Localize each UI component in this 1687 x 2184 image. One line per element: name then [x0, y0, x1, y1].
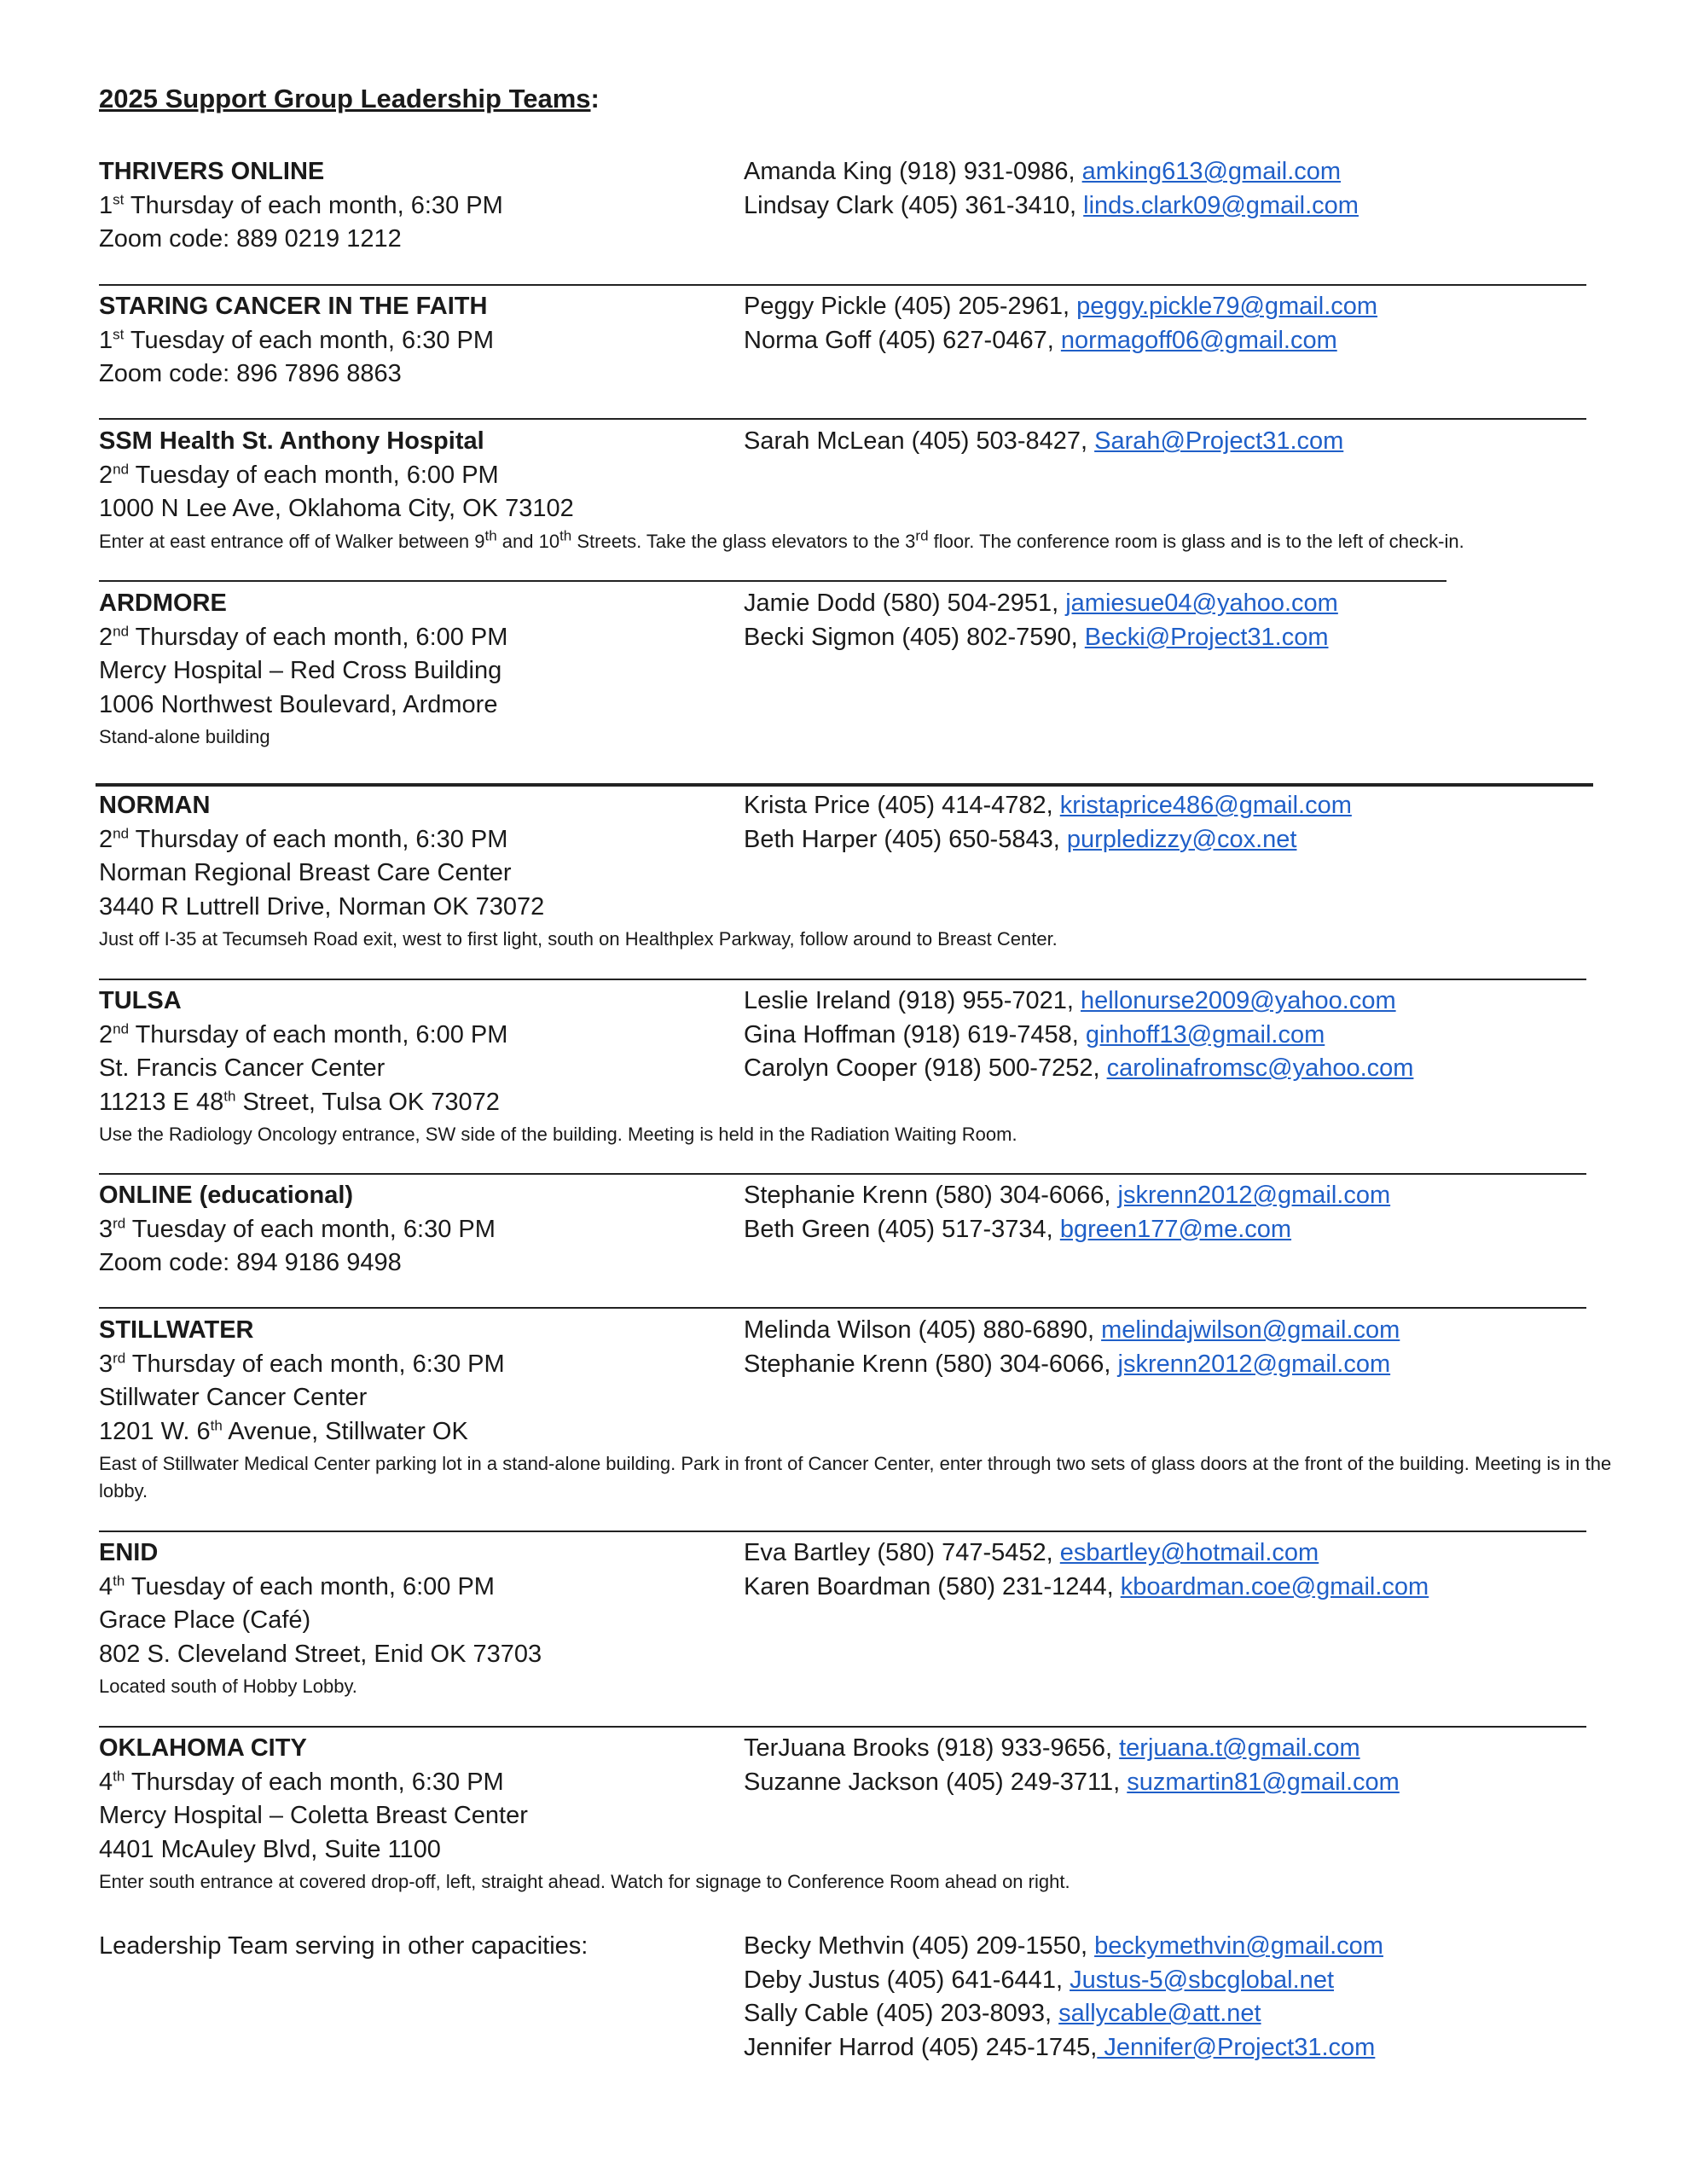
contact-line: TerJuana Brooks (918) 933-9656, terjuana.t@gmail.com [744, 1734, 1360, 1762]
email-link[interactable]: amking613@gmail.com [1081, 158, 1342, 185]
email-link[interactable]: jskrenn2012@gmail.com [1117, 1350, 1391, 1378]
contact-line: Karen Boardman (580) 231-1244, kboardman.coe@gmail.com [744, 1572, 1429, 1600]
email-link[interactable]: beckymethvin@gmail.com [1094, 1932, 1383, 1960]
email-link[interactable]: carolinafromsc@yahoo.com [1106, 1054, 1414, 1082]
email-link[interactable]: Sarah@Project31.com [1094, 427, 1344, 455]
group-venue: Mercy Hospital – Red Cross Building [99, 657, 502, 684]
group-address: 802 S. Cleveland Street, Enid OK 73703 [99, 1640, 542, 1668]
contact-line: Becky Methvin (405) 209-1550, beckymethvin@gmail.com [744, 1932, 1383, 1960]
email-link[interactable]: suzmartin81@gmail.com [1127, 1768, 1400, 1796]
group-name: STARING CANCER IN THE FAITH [99, 293, 488, 320]
email-link[interactable]: ginhoff13@gmail.com [1085, 1020, 1325, 1048]
group-schedule: 2nd Thursday of each month, 6:00 PM [99, 622, 508, 651]
page-title-colon: : [590, 84, 600, 113]
email-link[interactable]: esbartley@hotmail.com [1059, 1539, 1319, 1566]
directions-note: Enter at east entrance off of Walker between 9th and 10th Streets. Take the glass elevators to the 3rd floor. The conference room is glass and is to the left of check-in. [99, 527, 1464, 552]
group-schedule: 1st Thursday of each month, 6:30 PM [99, 190, 503, 219]
contact-line: Melinda Wilson (405) 880-6890, melindajwilson@gmail.com [744, 1316, 1400, 1344]
group-venue: Mercy Hospital – Coletta Breast Center [99, 1802, 528, 1829]
group-name: NORMAN [99, 792, 211, 819]
group-schedule: 4th Thursday of each month, 6:30 PM [99, 1767, 504, 1796]
group-venue: Grace Place (Café) [99, 1606, 311, 1634]
email-link[interactable]: Becki@Project31.com [1084, 623, 1329, 651]
directions-note: Just off I-35 at Tecumseh Road exit, west to first light, south on Healthplex Parkway, follow around to Breast Center. [99, 928, 1058, 950]
group-name: THRIVERS ONLINE [99, 158, 325, 185]
email-link[interactable]: jskrenn2012@gmail.com [1117, 1182, 1391, 1209]
directions-note: Enter south entrance at covered drop-off, left, straight ahead. Watch for signage to Conference Room ahead on right. [99, 1871, 1070, 1892]
email-link[interactable]: Justus-5@sbcglobal.net [1070, 1966, 1334, 1994]
group-name: STILLWATER [99, 1316, 254, 1344]
contact-line: Suzanne Jackson (405) 249-3711, suzmartin81@gmail.com [744, 1768, 1400, 1796]
contact-line: Stephanie Krenn (580) 304-6066, jskrenn2012@gmail.com [744, 1182, 1391, 1209]
email-link[interactable]: melindajwilson@gmail.com [1101, 1316, 1400, 1344]
group-schedule: 3rd Tuesday of each month, 6:30 PM [99, 1214, 496, 1243]
email-link[interactable]: kristaprice486@gmail.com [1059, 792, 1352, 819]
group-schedule: 4th Tuesday of each month, 6:00 PM [99, 1571, 495, 1600]
email-link[interactable]: Jennifer@Project31.com [1097, 2033, 1376, 2061]
section-divider [99, 284, 1586, 286]
group-venue: Stillwater Cancer Center [99, 1384, 368, 1411]
group-schedule: 2nd Thursday of each month, 6:30 PM [99, 824, 508, 853]
section-divider [99, 1307, 1586, 1309]
email-link[interactable]: hellonurse2009@yahoo.com [1080, 987, 1396, 1014]
group-schedule: 2nd Tuesday of each month, 6:00 PM [99, 460, 499, 489]
contact-line: Deby Justus (405) 641-6441, Justus-5@sbcglobal.net [744, 1966, 1334, 1994]
contact-line: Stephanie Krenn (580) 304-6066, jskrenn2012@gmail.com [744, 1350, 1391, 1378]
group-name: TULSA [99, 987, 182, 1014]
group-name: ONLINE (educational) [99, 1182, 354, 1209]
section-divider [99, 1173, 1586, 1175]
contact-line: Carolyn Cooper (918) 500-7252, carolinafromsc@yahoo.com [744, 1054, 1414, 1082]
section-divider [99, 1531, 1586, 1532]
contact-line: Beth Harper (405) 650-5843, purpledizzy@cox.net [744, 825, 1297, 853]
contact-line: Sarah McLean (405) 503-8427, Sarah@Project31.com [744, 427, 1344, 455]
directions-note: Stand-alone building [99, 726, 270, 747]
email-link[interactable]: normagoff06@gmail.com [1060, 326, 1337, 354]
contact-line: Beth Green (405) 517-3734, bgreen177@me.com [744, 1215, 1292, 1243]
contact-line: Norma Goff (405) 627-0467, normagoff06@gmail.com [744, 326, 1337, 354]
contact-line: Krista Price (405) 414-4782, kristaprice486@gmail.com [744, 792, 1352, 819]
section-divider [99, 1726, 1586, 1728]
email-link[interactable]: bgreen177@me.com [1059, 1215, 1292, 1243]
email-link[interactable]: peggy.pickle79@gmail.com [1076, 293, 1378, 320]
group-name: SSM Health St. Anthony Hospital [99, 427, 484, 455]
zoom-code: Zoom code: 896 7896 8863 [99, 360, 402, 387]
group-name: OKLAHOMA CITY [99, 1734, 307, 1762]
other-leadership-label: Leadership Team serving in other capacities: [99, 1932, 588, 1960]
group-address: 3440 R Luttrell Drive, Norman OK 73072 [99, 892, 545, 921]
email-link[interactable]: linds.clark09@gmail.com [1083, 191, 1359, 219]
contact-line: Jennifer Harrod (405) 245-1745, Jennifer@Project31.com [744, 2033, 1376, 2061]
group-schedule: 1st Tuesday of each month, 6:30 PM [99, 325, 495, 354]
group-venue: St. Francis Cancer Center [99, 1054, 386, 1082]
contact-line: Gina Hoffman (918) 619-7458, ginhoff13@gmail.com [744, 1020, 1325, 1048]
group-address: 11213 E 48th Street, Tulsa OK 73072 [99, 1087, 500, 1116]
group-schedule: 2nd Thursday of each month, 6:00 PM [99, 1019, 508, 1048]
contact-line: Leslie Ireland (918) 955-7021, hellonurse2009@yahoo.com [744, 987, 1396, 1014]
email-link[interactable]: purpledizzy@cox.net [1066, 825, 1297, 853]
group-address: 1000 N Lee Ave, Oklahoma City, OK 73102 [99, 495, 574, 522]
email-link[interactable]: kboardman.coe@gmail.com [1120, 1572, 1429, 1600]
contact-line: Becki Sigmon (405) 802-7590, Becki@Project31.com [744, 623, 1329, 651]
contact-line: Jamie Dodd (580) 504-2951, jamiesue04@yahoo.com [744, 590, 1338, 617]
contact-line: Peggy Pickle (405) 205-2961, peggy.pickle79@gmail.com [744, 293, 1378, 320]
page-title [99, 82, 600, 116]
email-link[interactable]: sallycable@att.net [1058, 2000, 1261, 2027]
group-name: ARDMORE [99, 590, 227, 617]
email-link[interactable]: terjuana.t@gmail.com [1119, 1734, 1360, 1762]
contact-line: Amanda King (918) 931-0986, amking613@gmail.com [744, 158, 1342, 185]
group-venue: Norman Regional Breast Care Center [99, 859, 512, 886]
group-schedule: 3rd Thursday of each month, 6:30 PM [99, 1349, 505, 1378]
contact-line: Sally Cable (405) 203-8093, sallycable@att.net [744, 2000, 1261, 2027]
directions-note: East of Stillwater Medical Center parking lot in a stand-alone building. Park in front of Cancer Center, enter through two sets of glass doors at the front of the building. Meeting is in the lobby. [99, 1453, 1612, 1502]
section-divider [99, 418, 1586, 420]
group-name: ENID [99, 1539, 159, 1566]
email-link[interactable]: jamiesue04@yahoo.com [1065, 590, 1338, 617]
section-divider [99, 979, 1586, 980]
group-address: 1201 W. 6th Avenue, Stillwater OK [99, 1416, 468, 1445]
zoom-code: Zoom code: 889 0219 1212 [99, 225, 402, 253]
section-divider [96, 783, 1593, 787]
page-title-text: 2025 Support Group Leadership Teams [99, 84, 591, 113]
directions-note: Use the Radiology Oncology entrance, SW side of the building. Meeting is held in the Radiation Waiting Room. [99, 1124, 1017, 1145]
group-address: 4401 McAuley Blvd, Suite 1100 [99, 1835, 441, 1863]
directions-note: Located south of Hobby Lobby. [99, 1676, 357, 1697]
group-address: 1006 Northwest Boulevard, Ardmore [99, 690, 498, 718]
contact-line: Lindsay Clark (405) 361-3410, linds.clark09@gmail.com [744, 191, 1359, 219]
zoom-code: Zoom code: 894 9186 9498 [99, 1249, 402, 1276]
section-divider [99, 580, 1446, 582]
contact-line: Eva Bartley (580) 747-5452, esbartley@hotmail.com [744, 1539, 1319, 1566]
